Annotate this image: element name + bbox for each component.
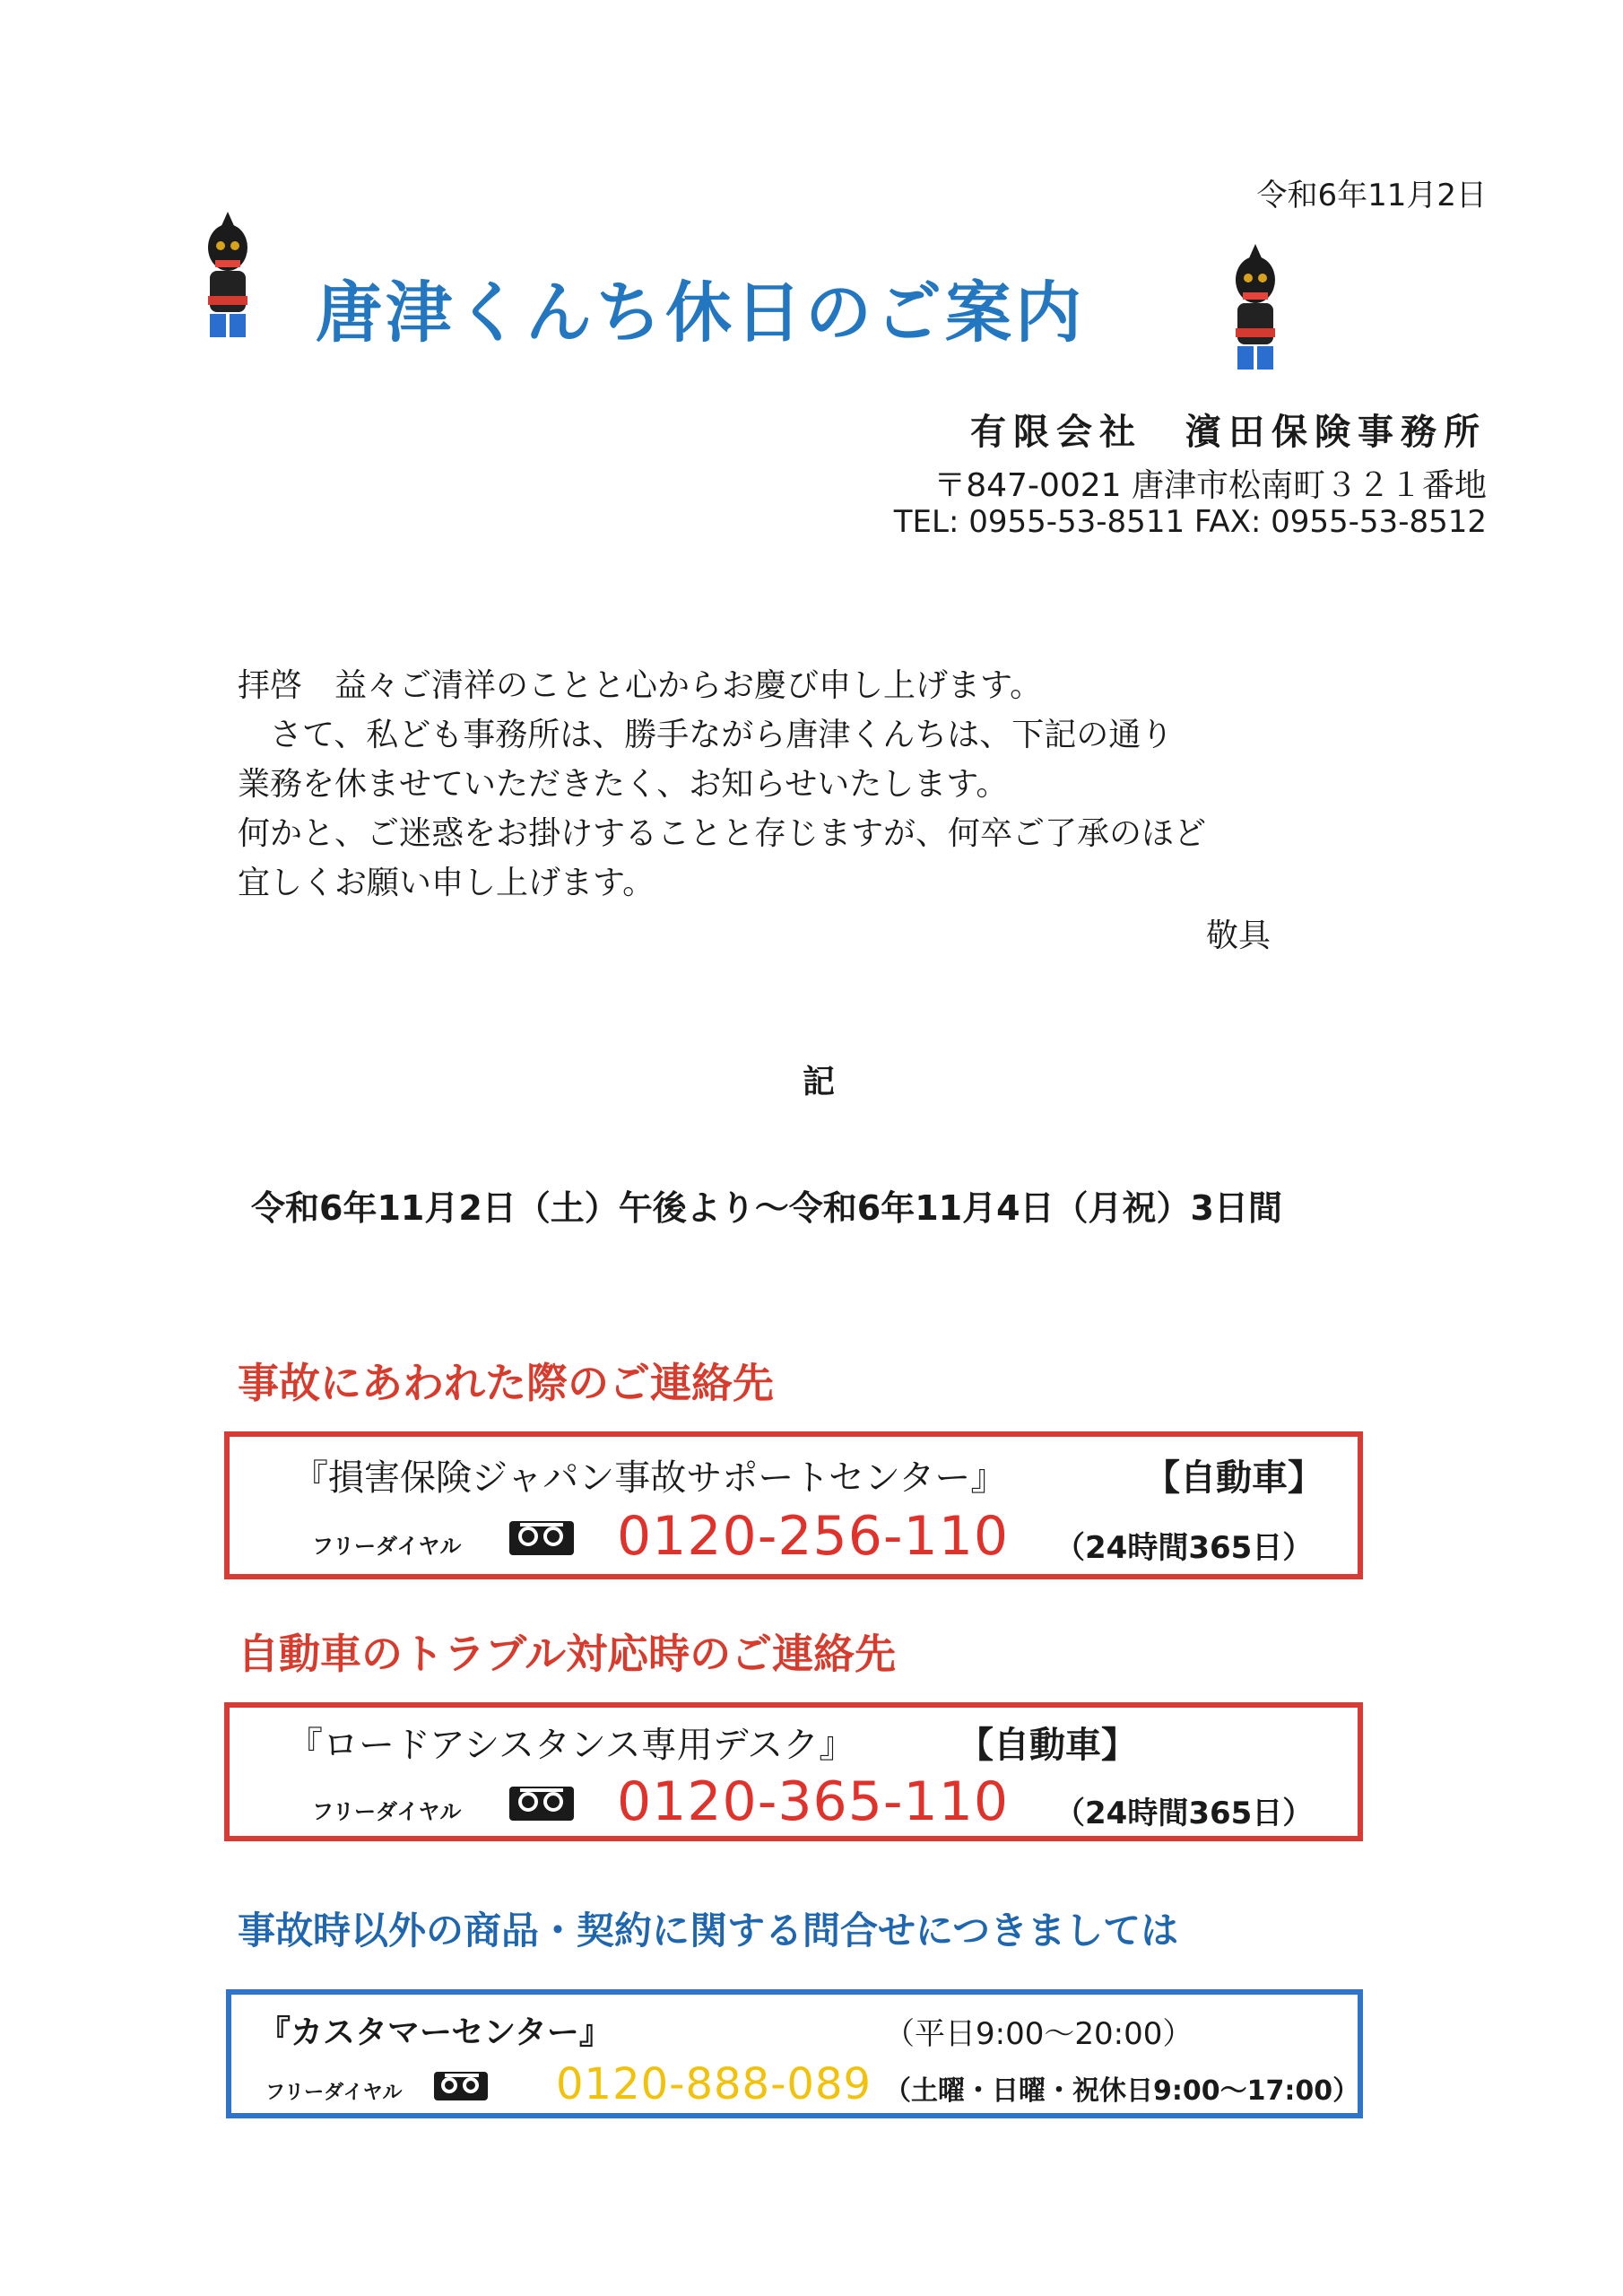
document-title: 唐津くんち休日のご案内 <box>316 274 1085 352</box>
accident-heading: 事故にあわれた際のご連絡先 <box>238 1359 774 1407</box>
body-line: 宜しくお願い申し上げます。 <box>238 865 655 901</box>
kunchi-doll-icon <box>1227 240 1284 375</box>
freedial-icon <box>509 1521 574 1555</box>
customer-center-box <box>226 1989 1363 2118</box>
contact-name: 『損害保険ジャパン事故サポートセンター』 <box>292 1457 1007 1499</box>
trouble-contact-box <box>224 1702 1363 1841</box>
contact-name: 『カスタマーセンター』 <box>258 2014 612 2051</box>
accident-contact-box <box>224 1431 1363 1579</box>
freedial-label: フリーダイヤル <box>312 1534 462 1559</box>
contact-tag: 【自動車】 <box>1144 1457 1324 1499</box>
body-line: 何かと、ご迷惑をお掛けすることと存じますが、何卒ご了承のほど <box>238 815 1207 852</box>
contact-name: 『ロードアシスタンス専用デスク』 <box>287 1725 855 1766</box>
weekday-hours: （平日9:00～20:00） <box>884 2016 1193 2052</box>
closing-keigu: 敬具 <box>1206 918 1271 954</box>
contact-tag: 【自動車】 <box>958 1725 1137 1766</box>
freedial-label: フリーダイヤル <box>265 2082 403 2104</box>
company-tel-fax: TEL: 0955-53-8511 FAX: 0955-53-8512 <box>893 504 1487 540</box>
company-address: 〒847-0021 唐津市松南町３２１番地 <box>933 467 1487 504</box>
ki-marker: 記 <box>803 1064 836 1100</box>
contact-hours: （24時間365日） <box>1055 1530 1314 1566</box>
freedial-label: フリーダイヤル <box>312 1799 462 1824</box>
phone-number[interactable]: 0120-365-110 <box>617 1770 1010 1833</box>
freedial-icon <box>434 2072 488 2100</box>
kunchi-doll-icon <box>199 208 256 343</box>
holiday-period: 令和6年11月2日（土）午後より～令和6年11月4日（月祝）3日間 <box>251 1188 1282 1228</box>
trouble-heading: 自動車のトラブル対応時のご連絡先 <box>238 1630 897 1678</box>
company-name: 有限会社 濱田保険事務所 <box>970 412 1487 453</box>
freedial-icon <box>509 1787 574 1821</box>
contact-hours: （24時間365日） <box>1055 1796 1314 1831</box>
body-line: 業務を休ませていただきたく、お知らせいたします。 <box>238 766 1009 803</box>
body-line: さて、私ども事務所は、勝手ながら唐津くんちは、下記の通り <box>238 717 1174 753</box>
phone-number[interactable]: 0120-256-110 <box>617 1505 1010 1568</box>
body-line: 拝啓 益々ご清祥のことと心からお慶び申し上げます。 <box>238 667 1043 704</box>
phone-number[interactable]: 0120-888-089 <box>556 2059 872 2109</box>
document-date: 令和6年11月2日 <box>1256 178 1487 213</box>
other-inquiry-heading: 事故時以外の商品・契約に関する問合せにつきましては <box>238 1909 1179 1952</box>
weekend-hours: （土曜・日曜・祝休日9:00～17:00） <box>884 2075 1360 2107</box>
